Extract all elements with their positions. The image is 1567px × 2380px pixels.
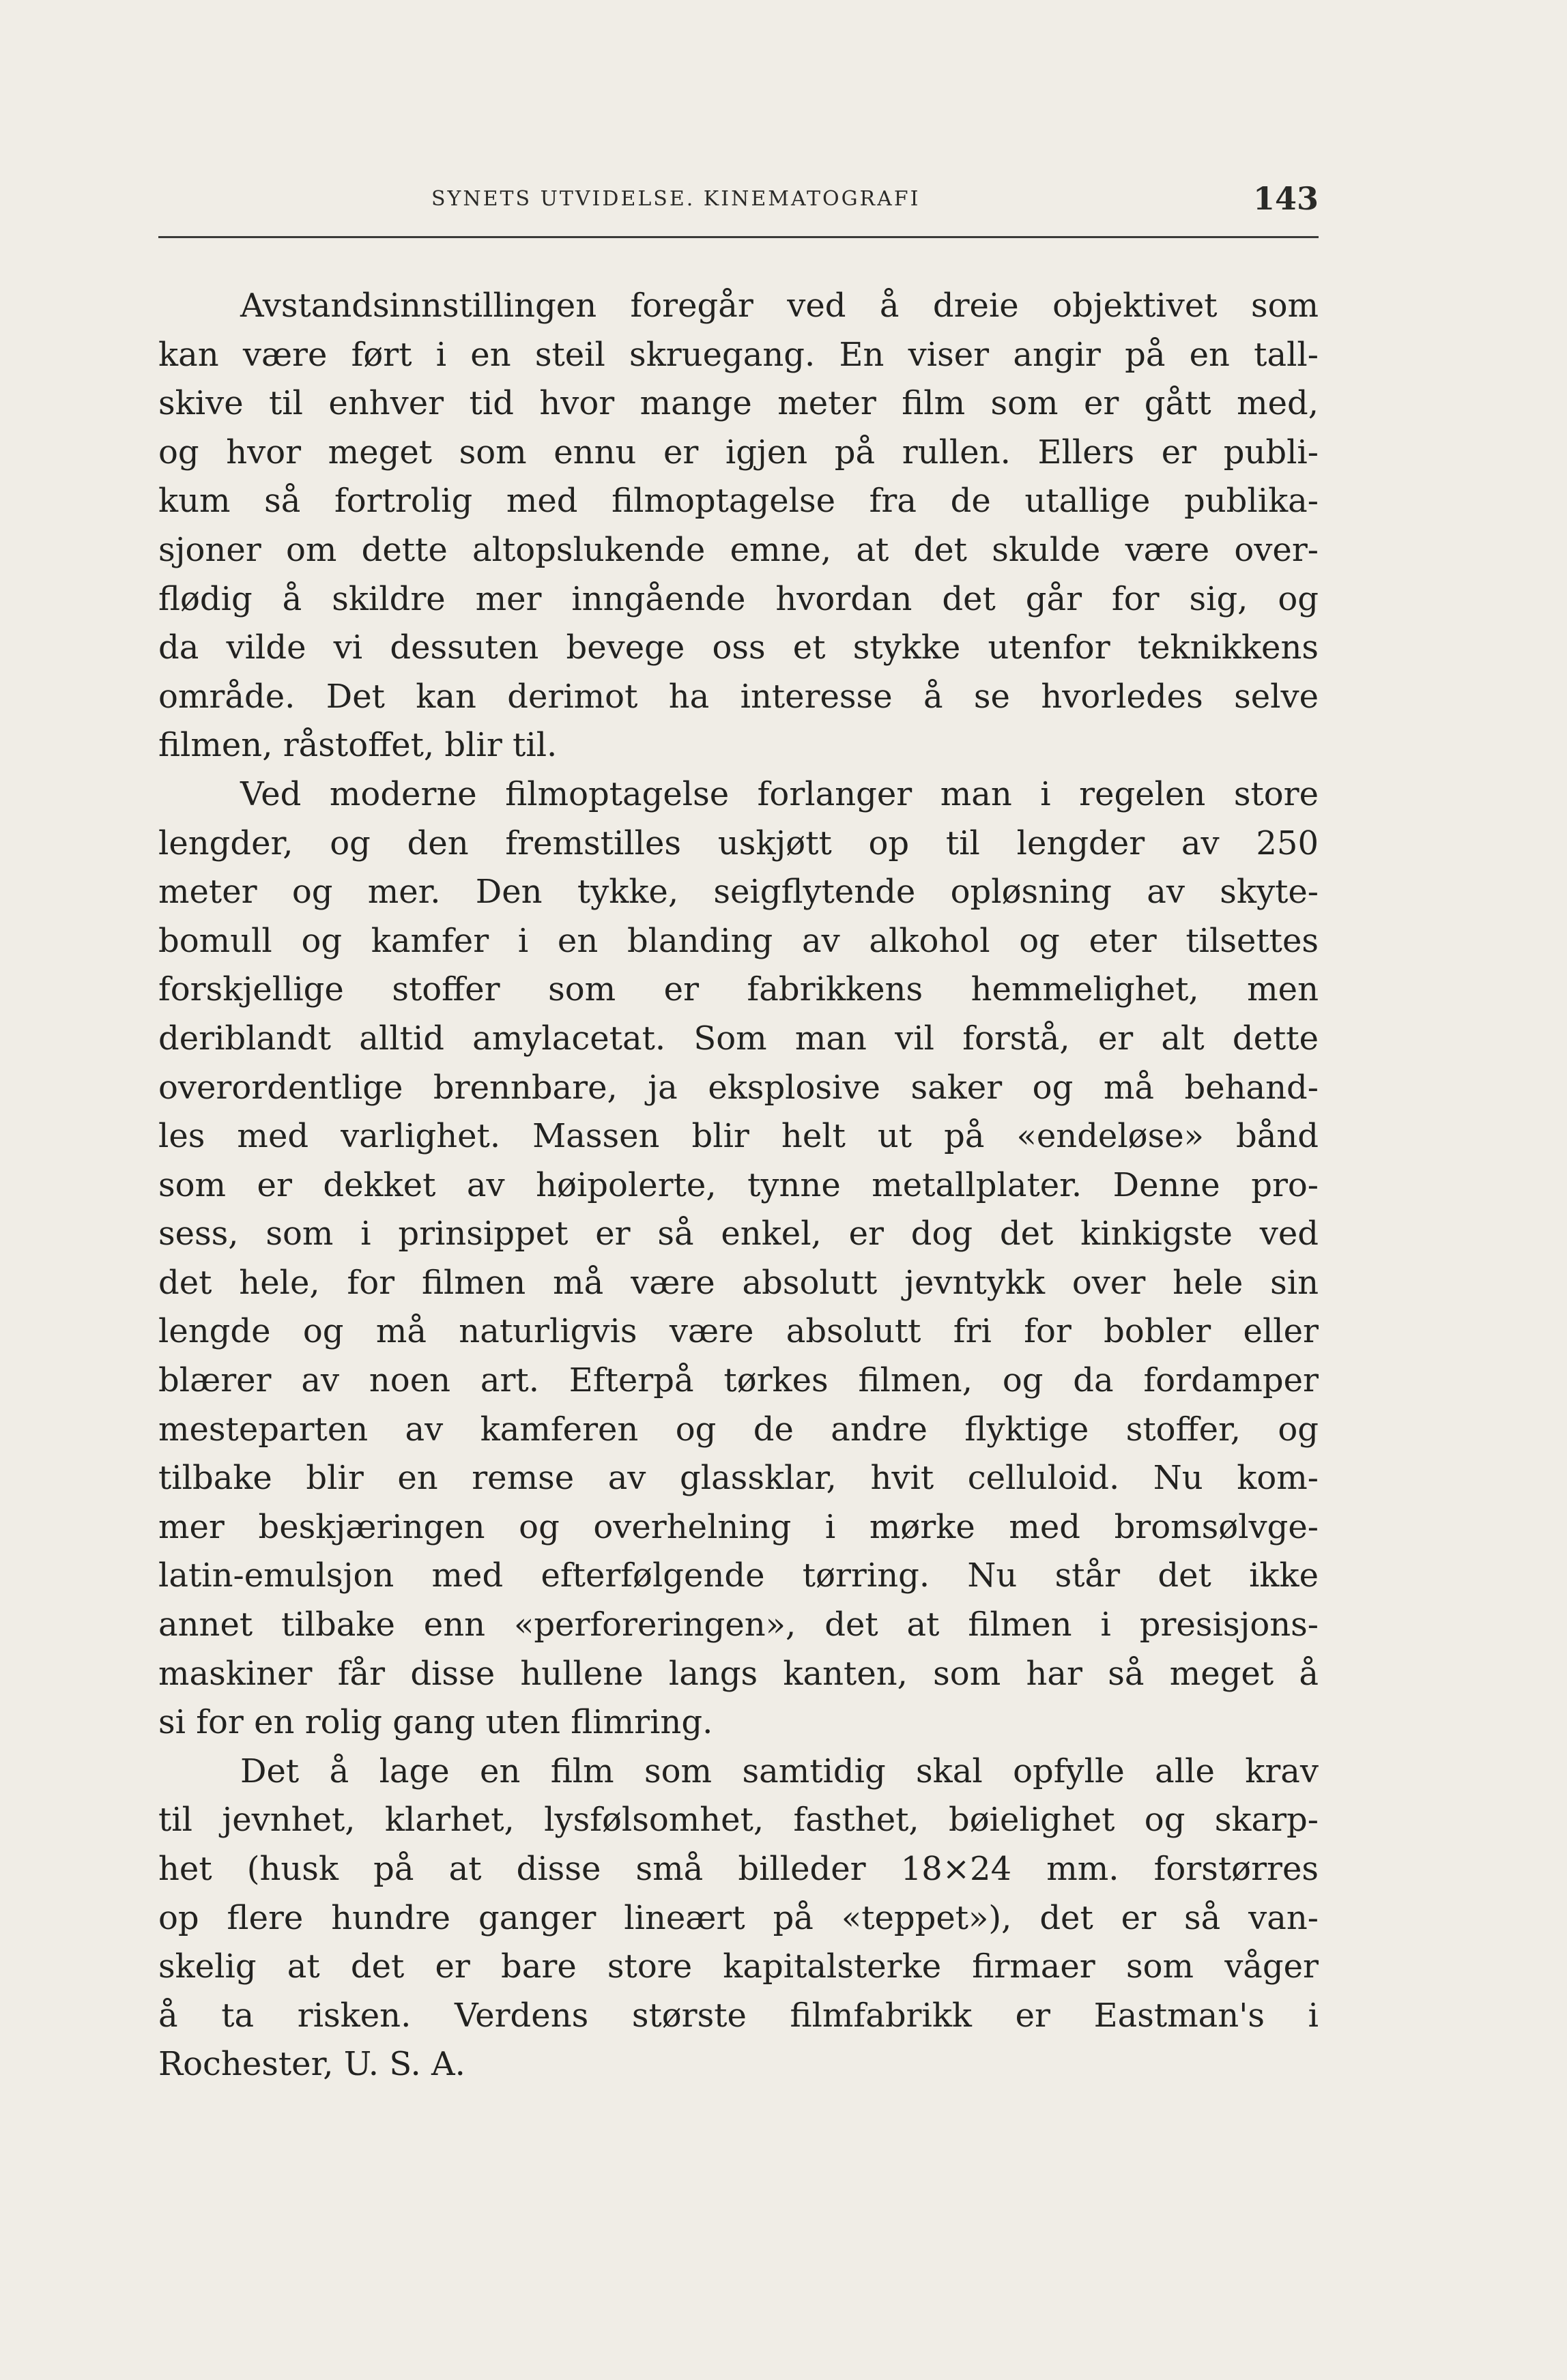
- text-line: og hvor meget som ennu er igjen på rullen. Ellers er publi-: [158, 433, 1319, 471]
- text-line: skive til enhver tid hvor mange meter film som er gått med,: [158, 384, 1319, 423]
- running-head: SYNETS UTVIDELSE. KINEMATOGRAFI: [431, 187, 921, 211]
- text-line: å ta risken. Verdens største filmfabrikk er Eastman's i: [158, 1996, 1319, 2035]
- text-line: meter og mer. Den tykke, seigflytende opløsning av skyte-: [158, 873, 1319, 912]
- text-line: forskjellige stoffer som er fabrikkens hemmelighet, men: [158, 970, 1319, 1009]
- page-header: [158, 179, 1319, 238]
- text-line: lengder, og den fremstilles uskjøtt op til lengder av 250: [158, 824, 1319, 862]
- body-text: [158, 282, 1319, 2089]
- text-line: skelig at det er bare store kapitalsterke firmaer som våger: [158, 1947, 1319, 1986]
- text-line: Det å lage en film som samtidig skal opfylle alle krav: [240, 1752, 1319, 1790]
- text-line: mesteparten av kamferen og de andre flyktige stoffer, og: [158, 1410, 1319, 1449]
- text-line: da vilde vi dessuten bevege oss et stykke utenfor teknikkens: [158, 628, 1319, 667]
- text-line: tilbake blir en remse av glassklar, hvit celluloid. Nu kom-: [158, 1459, 1319, 1498]
- text-line: flødig å skildre mer inngående hvordan det går for sig, og: [158, 579, 1319, 618]
- text-line: det hele, for filmen må være absolutt jevntykk over hele sin: [158, 1263, 1319, 1302]
- text-line: blærer av noen art. Efterpå tørkes filmen, og da fordamper: [158, 1361, 1319, 1400]
- page-number: 143: [1252, 180, 1319, 217]
- text-line: Rochester, U. S. A.: [158, 2045, 465, 2084]
- text-line: bomull og kamfer i en blanding av alkohol og eter tilsettes: [158, 921, 1319, 960]
- text-line: Ved moderne filmoptagelse forlanger man i regelen store: [240, 774, 1319, 813]
- text-line: kum så fortrolig med filmoptagelse fra de utallige publika-: [158, 482, 1319, 521]
- text-line: område. Det kan derimot ha interesse å se hvorledes selve: [158, 677, 1319, 716]
- text-line: som er dekket av høipolerte, tynne metallplater. Denne pro-: [158, 1165, 1319, 1204]
- text-line: si for en rolig gang uten flimring.: [158, 1703, 713, 1742]
- text-line: deriblandt alltid amylacetat. Som man vil forstå, er alt dette: [158, 1019, 1319, 1058]
- text-line: latin-emulsjon med efterfølgende tørring. Nu står det ikke: [158, 1556, 1319, 1595]
- text-line: overordentlige brennbare, ja eksplosive saker og må behand-: [158, 1068, 1319, 1107]
- text-line: lengde og må naturligvis være absolutt fri for bobler eller: [158, 1312, 1319, 1351]
- text-line: sess, som i prinsippet er så enkel, er dog det kinkigste ved: [158, 1215, 1319, 1253]
- text-line: annet tilbake enn «perforeringen», det at filmen i presisjons-: [158, 1606, 1319, 1644]
- text-line: til jevnhet, klarhet, lysfølsomhet, fasthet, bøielighet og skarp-: [158, 1801, 1319, 1840]
- text-line: op flere hundre ganger lineært på «teppet»), det er så van-: [158, 1898, 1319, 1937]
- text-line: kan være ført i en steil skruegang. En viser angir på en tall-: [158, 335, 1319, 374]
- text-line: Avstandsinnstillingen foregår ved å dreie objektivet som: [240, 287, 1319, 325]
- text-line: les med varlighet. Massen blir helt ut på «endeløse» bånd: [158, 1117, 1319, 1156]
- text-line: mer beskjæringen og overhelning i mørke med bromsølvge-: [158, 1507, 1319, 1546]
- text-line: het (husk på at disse små billeder 18×24 mm. forstørres: [158, 1850, 1319, 1888]
- text-line: sjoner om dette altopslukende emne, at det skulde være over-: [158, 530, 1319, 569]
- text-line: filmen, råstoffet, blir til.: [158, 726, 558, 765]
- text-line: maskiner får disse hullene langs kanten, som har så meget å: [158, 1654, 1319, 1693]
